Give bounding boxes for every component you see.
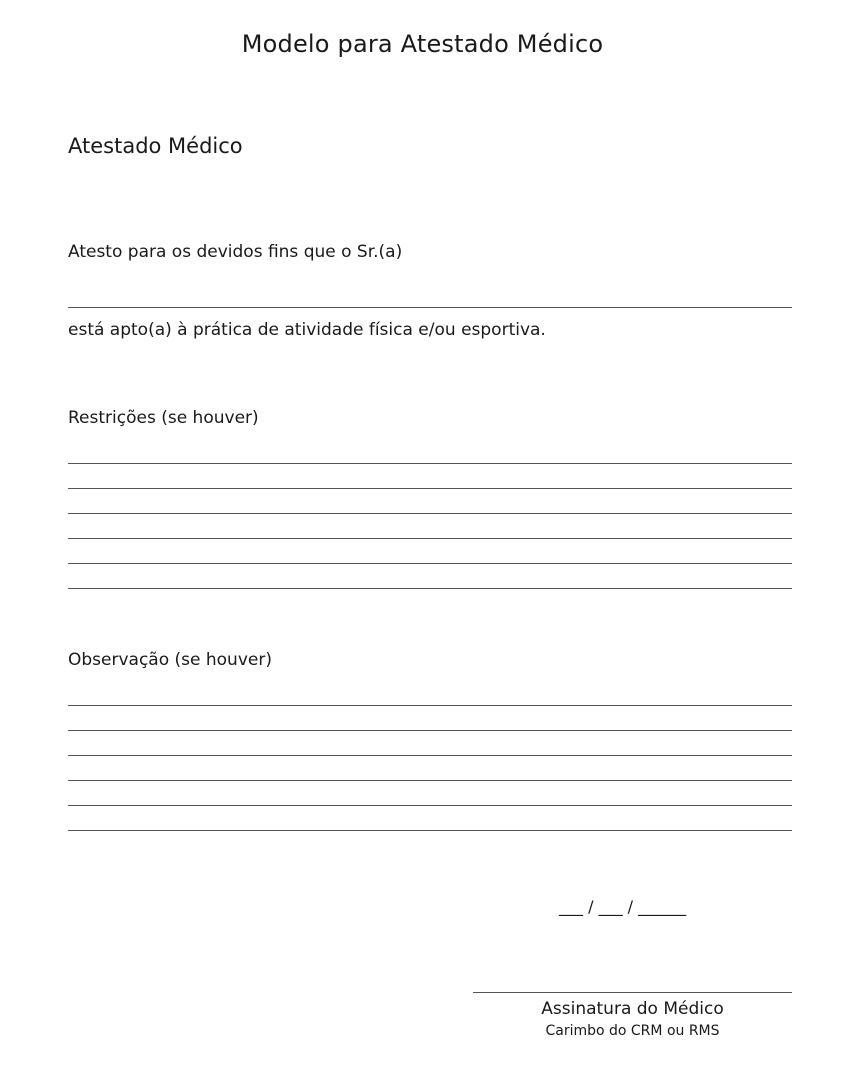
- attest-statement: Atesto para os devidos fins que o Sr.(a): [68, 242, 403, 262]
- certificate-heading: Atestado Médico: [68, 134, 243, 158]
- apt-statement: está apto(a) à prática de atividade física e/ou esportiva.: [68, 320, 546, 340]
- observation-line: [68, 805, 792, 806]
- restrictions-line: [68, 488, 792, 489]
- restrictions-line: [68, 563, 792, 564]
- restrictions-line: [68, 538, 792, 539]
- signature-line: [473, 992, 792, 993]
- observation-line: [68, 755, 792, 756]
- signature-label: Assinatura do Médico: [541, 999, 724, 1019]
- restrictions-label: Restrições (se houver): [68, 408, 259, 428]
- observation-line: [68, 780, 792, 781]
- date-field: ___ / ___ / ______: [559, 897, 687, 916]
- patient-name-line: [68, 307, 792, 308]
- observation-line: [68, 705, 792, 706]
- restrictions-line: [68, 513, 792, 514]
- restrictions-line: [68, 463, 792, 464]
- document-title: Modelo para Atestado Médico: [241, 30, 604, 58]
- observation-line: [68, 730, 792, 731]
- stamp-label: Carimbo do CRM ou RMS: [545, 1023, 720, 1039]
- observation-label: Observação (se houver): [68, 650, 272, 670]
- observation-line: [68, 830, 792, 831]
- restrictions-line: [68, 588, 792, 589]
